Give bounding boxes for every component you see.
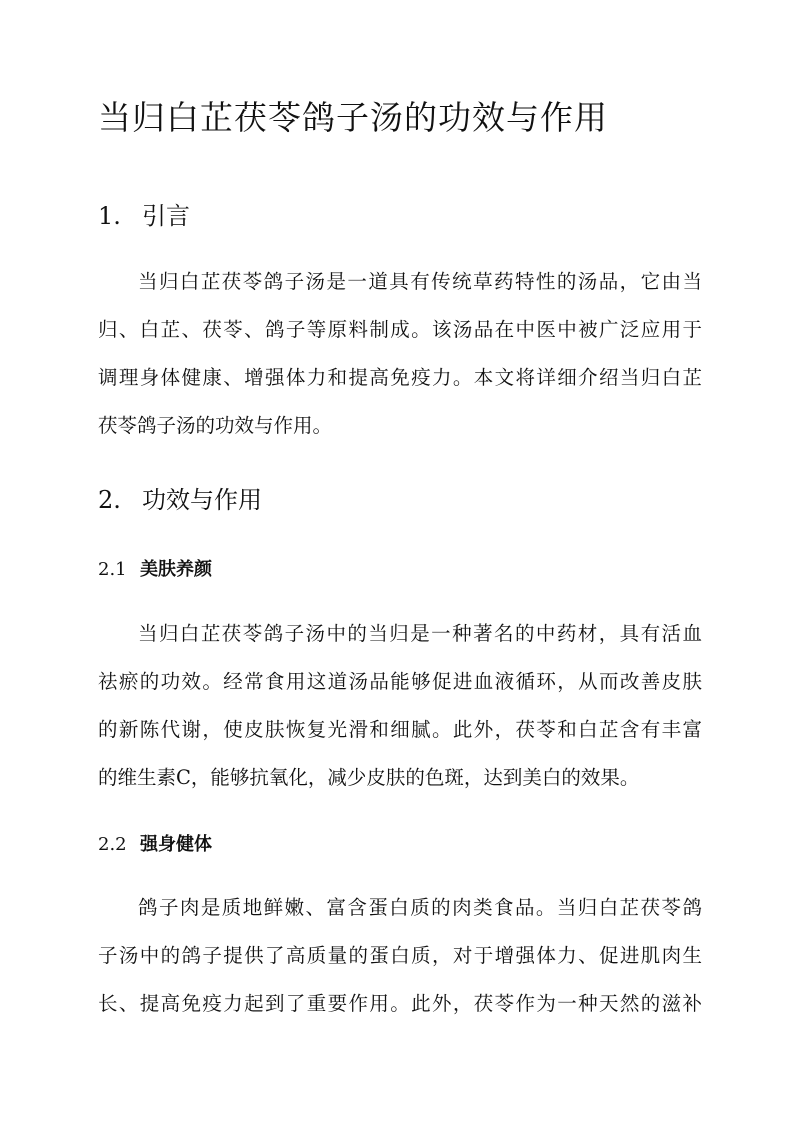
paragraph-line: 子汤中的鸽子提供了高质量的蛋白质，对于增强体力、促进肌肉生 (98, 944, 702, 967)
paragraph-line: 当归白芷茯苓鸽子汤是一道具有传统草药特性的汤品，它由当 (138, 270, 702, 293)
fitness-paragraph (98, 884, 702, 1028)
section-title: 引言 (142, 202, 190, 230)
paragraph-line: 长、提高免疫力起到了重要作用。此外，茯苓作为一种天然的滋补 (98, 992, 702, 1015)
paragraph-line: 当归白芷茯苓鸽子汤中的当归是一种著名的中药材，具有活血 (138, 622, 702, 645)
introduction-paragraph (98, 258, 702, 450)
subsection-heading-beauty (98, 555, 212, 581)
subsection-title: 美肤养颜 (140, 559, 212, 580)
paragraph-line: 调理身体健康、增强体力和提高免疫力。本文将详细介绍当归白芷 (98, 366, 702, 389)
paragraph-line: 茯苓鸽子汤的功效与作用。 (98, 414, 333, 437)
paragraph-line: 鸽子肉是质地鲜嫩、富含蛋白质的肉类食品。当归白芷茯苓鸽 (138, 896, 702, 919)
subsection-number: 2.2 (98, 834, 127, 855)
section-heading-introduction (98, 196, 190, 231)
paragraph-line: 的新陈代谢，使皮肤恢复光滑和细腻。此外，茯苓和白芷含有丰富 (98, 718, 702, 741)
paragraph-line: 归、白芷、茯苓、鸽子等原料制成。该汤品在中医中被广泛应用于 (98, 318, 702, 341)
subsection-title: 强身健体 (140, 834, 212, 855)
section-number: 2. (98, 486, 121, 514)
paragraph-line: 祛瘀的功效。经常食用这道汤品能够促进血液循环，从而改善皮肤 (98, 670, 702, 693)
section-title: 功效与作用 (142, 486, 262, 514)
section-number: 1. (98, 202, 121, 230)
document-title: 当归白芷茯苓鸽子汤的功效与作用 (98, 98, 608, 137)
subsection-heading-fitness (98, 830, 212, 856)
beauty-paragraph (98, 610, 702, 802)
section-heading-effects (98, 480, 262, 515)
paragraph-line: 的维生素C，能够抗氧化，减少皮肤的色斑，达到美白的效果。 (98, 766, 640, 789)
subsection-number: 2.1 (98, 559, 127, 580)
